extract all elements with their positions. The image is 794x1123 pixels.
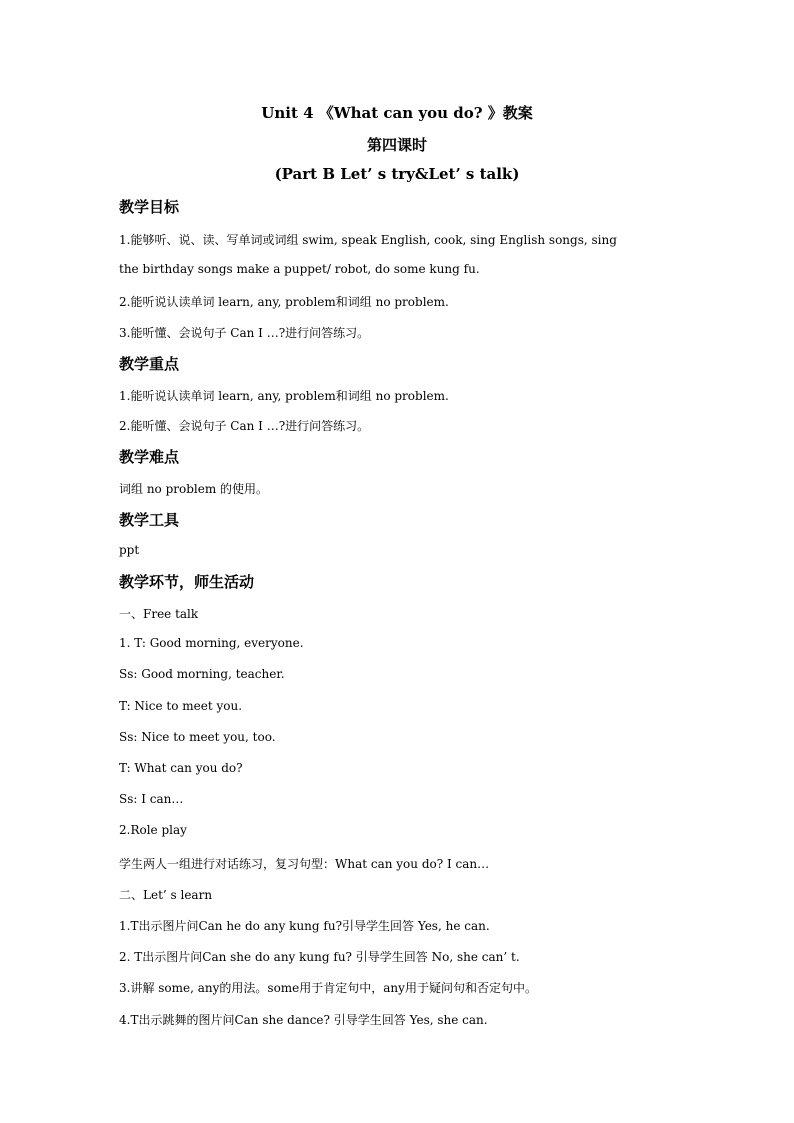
process-line: 4.T出示跳舞的图片问Can she dance? 引导学生回答 Yes, she can.	[119, 1013, 488, 1027]
difficulty-line: 词组 no problem 的使用。	[119, 482, 269, 496]
process-line: 2. T出示图片问Can she do any kung fu? 引导学生回答 No, she can’ t.	[119, 950, 520, 964]
tools-line: ppt	[119, 543, 140, 557]
process-heading: 教学环节，师生活动	[119, 573, 255, 591]
goal-line: 3.能听懂、会说句子 Can I …?进行问答练习。	[119, 326, 370, 340]
process-line: Ss: Nice to meet you, too.	[119, 730, 276, 744]
goal-line: 2.能听说认读单词 learn, any, problem和词组 no problem.	[119, 295, 449, 309]
goals-heading: 教学目标	[119, 198, 180, 216]
doc-subtitle-lesson: 第四课时	[366, 136, 427, 154]
doc-subtitle-part: (Part B Let’ s try&Let’ s talk)	[274, 165, 520, 183]
process-line: 一、Free talk	[119, 607, 199, 621]
process-line: 2.Role play	[119, 823, 187, 837]
key-point-line: 2.能听懂、会说句子 Can I …?进行问答练习。	[119, 419, 370, 433]
difficulty-heading: 教学难点	[119, 448, 180, 466]
doc-title: Unit 4 《What can you do? 》教案	[261, 104, 533, 122]
process-line: Ss: Good morning, teacher.	[119, 667, 285, 681]
process-line: 1.T出示图片问Can he do any kung fu?引导学生回答 Yes, he can.	[119, 919, 490, 933]
key-point-line: 1.能听说认读单词 learn, any, problem和词组 no problem.	[119, 389, 449, 403]
goal-line: 1.能够听、说、读、写单词或词组 swim, speak English, cook, sing English songs, sing	[119, 233, 617, 247]
process-line: T: What can you do?	[119, 761, 243, 775]
process-line: 3.讲解 some, any的用法。some用于肯定句中，any用于疑问句和否定句中。	[119, 981, 537, 995]
process-line: 学生两人一组进行对话练习，复习句型：What can you do? I can…	[119, 857, 490, 871]
process-line: Ss: I can…	[119, 792, 184, 806]
tools-heading: 教学工具	[119, 511, 180, 529]
process-line: 1. T: Good morning, everyone.	[119, 636, 304, 650]
goal-line: the birthday songs make a puppet/ robot, do some kung fu.	[119, 262, 480, 276]
key-points-heading: 教学重点	[119, 355, 180, 373]
process-line: T: Nice to meet you.	[119, 699, 243, 713]
process-line: 二、Let’ s learn	[119, 888, 213, 902]
